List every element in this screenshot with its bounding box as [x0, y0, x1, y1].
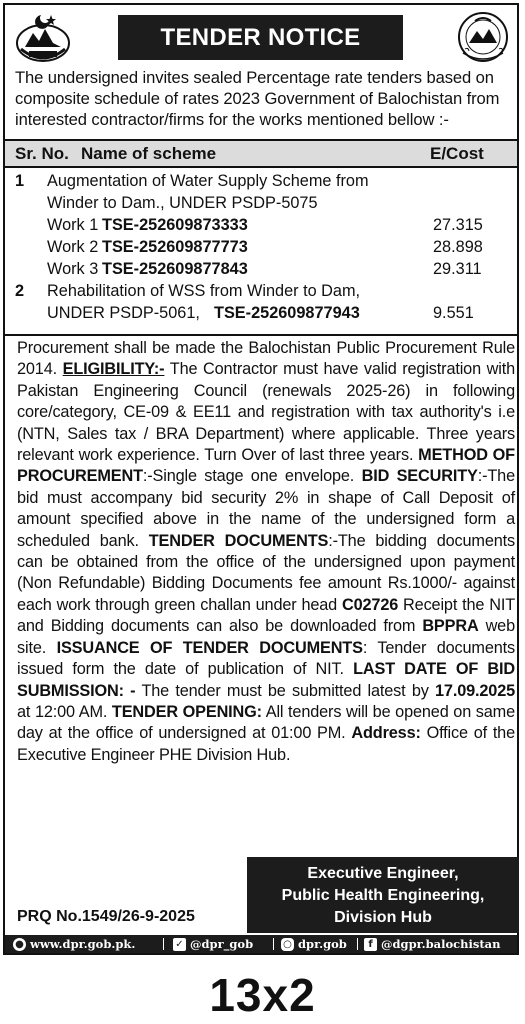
method-label: METHOD OF PROCUREMENT — [17, 446, 515, 486]
twitter-handle: @dpr_gob — [190, 937, 254, 951]
work-cost: 9.551 — [433, 304, 474, 322]
facebook-handle: @dgpr.balochistan — [381, 937, 501, 951]
signature-line: Executive Engineer, — [307, 865, 459, 882]
footer-separator — [163, 938, 164, 950]
table-row — [5, 170, 517, 192]
intro-line: interested contractor/firms for the works mentioned bellow :- — [15, 110, 449, 129]
table-row — [5, 258, 517, 280]
footer-separator — [357, 938, 358, 950]
work-label: Work 2 — [47, 238, 99, 256]
phe-department-seal-icon — [451, 9, 515, 65]
page-title: TENDER NOTICE — [118, 15, 403, 60]
scheme-name: Winder to Dam., UNDER PSDP-5075 — [47, 194, 318, 212]
terms-text: Office of the Executive Engineer PHE Division Hub. — [17, 724, 515, 764]
eligibility-label: ELIGIBILITY:- — [62, 360, 165, 379]
twitter-icon: ✓ — [173, 938, 186, 951]
issuance-label: ISSUANCE OF TENDER DOCUMENTS — [56, 638, 363, 657]
prq-number: PRQ No.1549/26-9-2025 — [17, 908, 195, 925]
footer-twitter[interactable] — [173, 937, 253, 951]
table-row — [5, 302, 517, 324]
scheme-name: Augmentation of Water Supply Scheme from — [47, 172, 369, 190]
address-label: Address: — [351, 724, 421, 743]
tender-documents-label: TENDER DOCUMENTS — [148, 531, 329, 550]
tender-opening-label: TENDER OPENING: — [111, 702, 262, 721]
terms-text: :-The bidding documents can be obtained from the office of the undersigned upon payment (Non Refundable) Bidding Documents fee amount Rs.1000/- against each work through green challan under head — [17, 531, 516, 614]
header-e-cost: E/Cost — [430, 144, 484, 163]
work-tse-number: TSE-252609877943 — [214, 304, 360, 322]
terms-text: :-The bid must accompany bid security 2% in shape of Call Deposit of amount specified above in the name of the undersigned form a scheduled bank. — [17, 467, 515, 550]
submission-date: 17.09.2025 — [435, 681, 516, 700]
footer-instagram[interactable] — [281, 937, 347, 951]
table-row — [5, 214, 517, 236]
terms-text: The Contractor must have valid registration with Pakistan Engineering Council (renewals 2025-26) in following core/category, CE-09 & EE11 and registration with tax authority's i.e (NTN, Sales tax / BRA Department) where applicable. Three years relevant work experience. Turn Over of last three years. — [17, 360, 515, 465]
terms-text: : Tender documents issued form the date of publication of NIT. — [17, 638, 516, 679]
terms-text: The tender must be submitted latest by — [135, 681, 436, 700]
footer-facebook[interactable] — [364, 937, 501, 951]
table-row — [5, 192, 517, 214]
intro-line: The undersigned invites sealed Percentage rate tenders based on — [15, 68, 494, 87]
signature-line: Public Health Engineering, — [281, 887, 485, 904]
ad-size-label: 13x2 — [209, 969, 316, 1021]
header-sr-no: Sr. No. — [15, 144, 69, 163]
table-row — [5, 280, 517, 302]
section-divider — [5, 334, 517, 336]
scheme-name: UNDER PSDP-5061, — [47, 304, 200, 322]
instagram-handle: dpr.gob — [298, 937, 347, 951]
intro-line: composite schedule of rates 2023 Government of Balochistan from — [15, 89, 500, 108]
row-sr-no: 2 — [15, 282, 25, 300]
terms-text: Receipt the NIT and Bidding documents can also be downloaded from — [17, 595, 515, 636]
globe-icon: ● — [13, 938, 26, 951]
footer-social-bar — [5, 935, 517, 953]
intro-paragraph — [15, 67, 515, 130]
row-sr-no: 1 — [15, 172, 25, 190]
terms-text: :-Single stage one envelope. — [142, 467, 362, 486]
work-cost: 29.311 — [433, 260, 482, 278]
bppra-label: BPPRA — [422, 617, 479, 636]
balochistan-emblem-icon — [11, 9, 75, 65]
work-tse-number: TSE-252609877773 — [102, 238, 248, 256]
table-row — [5, 236, 517, 258]
work-cost: 28.898 — [433, 238, 483, 256]
signature-block — [247, 857, 519, 933]
terms-text: All tenders will be opened on same day at the office of undersigned at 01:00 PM. — [17, 702, 515, 743]
tender-notice-frame — [3, 3, 519, 955]
terms-text: at 12:00 AM. — [17, 702, 112, 721]
work-tse-number: TSE-252609877843 — [102, 260, 248, 278]
work-label: Work 1 — [47, 216, 99, 234]
footer-separator — [273, 938, 274, 950]
instagram-icon: ○ — [281, 938, 294, 951]
website-text: www.dpr.gob.pk. — [30, 937, 136, 951]
terms-text: web site. — [17, 617, 515, 657]
head-code: C02726 — [342, 595, 399, 614]
schemes-table — [5, 139, 517, 324]
footer-website[interactable] — [13, 937, 135, 951]
header-name-of-scheme: Name of scheme — [81, 144, 217, 163]
last-date-label: LAST DATE OF BID SUBMISSION: - — [17, 660, 515, 700]
table-header — [5, 139, 517, 168]
scheme-name: Rehabilitation of WSS from Winder to Dam, — [47, 282, 361, 300]
bid-security-label: BID SECURITY — [361, 467, 478, 486]
tender-terms-paragraph — [17, 338, 515, 766]
work-tse-number: TSE-252609873333 — [102, 216, 248, 234]
terms-text: Procurement shall be made the Balochistan Public Procurement Rule 2014. — [17, 339, 515, 379]
facebook-icon: f — [364, 938, 377, 951]
work-cost: 27.315 — [433, 216, 483, 234]
work-label: Work 3 — [47, 260, 99, 278]
signature-line: Division Hub — [334, 909, 432, 926]
